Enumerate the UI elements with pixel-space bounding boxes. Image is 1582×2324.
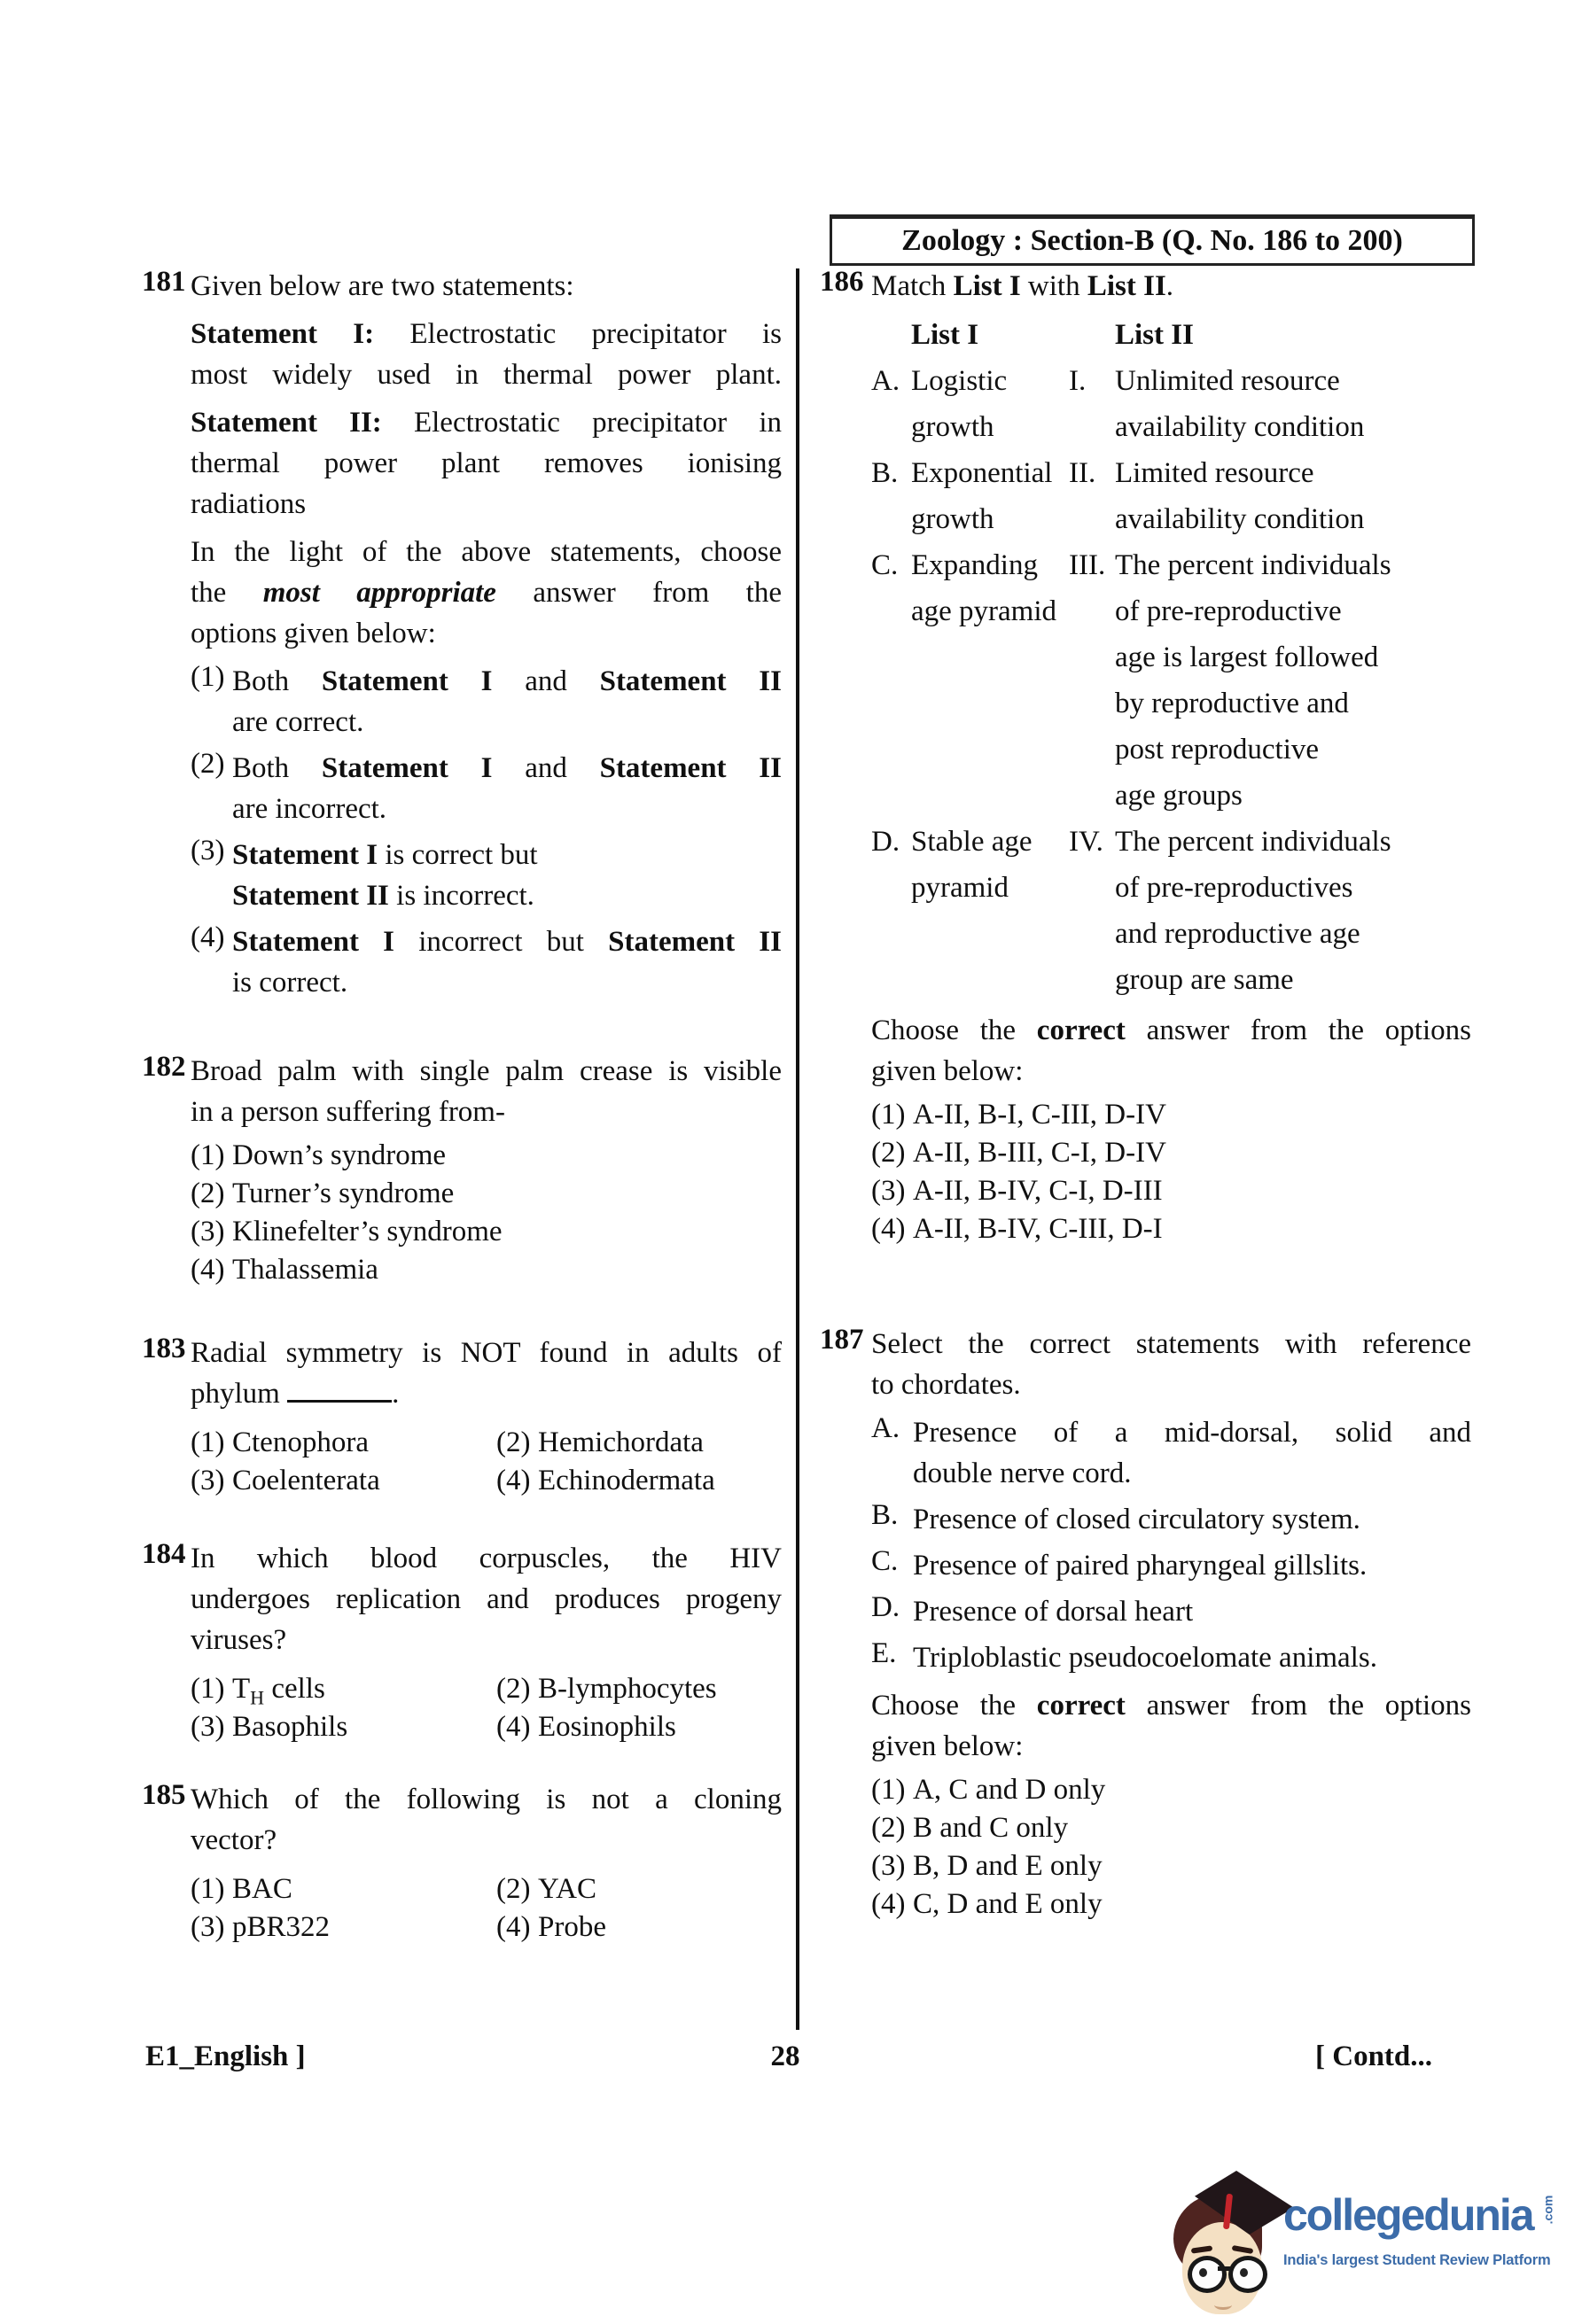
option-text: B and C only [913,1812,1069,1844]
option-1 [191,1873,496,1906]
mascot-eye [1199,2268,1207,2277]
row-roman: III. [1069,549,1106,581]
option-marker: (1) [871,1774,906,1806]
list1-item: Logistic growth [911,365,1008,443]
text-line: radiations [191,488,307,520]
glasses-lens [1188,2256,1227,2293]
closing-instruction [191,532,782,654]
fill-in-blank [287,1373,392,1403]
option-2 [191,1178,782,1210]
option-3 [191,1216,782,1248]
option-marker: (1) [191,1873,225,1905]
option-2 [496,1426,782,1459]
question-body [191,1779,782,1944]
option-marker: (1) [191,661,225,693]
question-number: 187 [820,1324,864,1356]
choose-instruction [871,1685,1471,1767]
options-grid [191,1868,782,1944]
list1-item: Expanding age pyramid [911,549,1057,627]
question-body [191,1538,782,1744]
options-list [871,1774,1471,1921]
option-text: A-II, B-IV, C-I, D-III [913,1175,1163,1207]
text-line: Choose the correct answer from the options [871,1014,1471,1046]
right-column [820,266,1471,1921]
text-line: most widely used in thermal power plant. [191,359,782,391]
text-line: the most appropriate answer from the [191,577,782,609]
option-marker: (1) [191,1139,225,1171]
option-text: Ctenophora [232,1426,369,1458]
options-grid [191,1667,782,1744]
option-3 [191,835,782,916]
list2-item: Limited resource availability condition [1115,457,1365,535]
question-body [871,1324,1471,1921]
text-line: In the light of the above statements, choose [191,536,782,568]
question-text-line: phylum . [191,1373,782,1414]
footer-contd: [ Contd... [1315,2040,1433,2072]
option-4 [496,1911,782,1944]
match-table-header [871,312,1471,358]
text-line: Statement I is correct but [232,839,538,871]
option-2 [496,1873,782,1906]
option-3 [871,1175,1471,1208]
row-letter: B. [871,457,899,489]
option-text: Echinodermata [538,1465,715,1496]
option-marker: (2) [496,1426,531,1458]
statement-2 [191,402,782,525]
option-marker: (1) [871,1099,906,1131]
option-1 [191,1426,496,1459]
question-number: 185 [142,1779,186,1811]
glasses-lens [1228,2256,1267,2293]
option-marker: (4) [191,921,225,953]
text-line: thermal power plant removes ionising [191,447,782,479]
option-4 [191,1254,782,1286]
option-text: $T_H$ cells [232,1673,325,1709]
option-text: B-lymphocytes [538,1673,717,1705]
page-number: 28 [770,2040,800,2072]
text-line: are incorrect. [232,793,387,825]
option-marker: (1) [191,1426,225,1458]
text-line: given below: [871,1730,1024,1762]
question-number: 183 [142,1333,186,1364]
row-roman: II. [1069,457,1096,489]
footer-booklet-code: E1_English ] [145,2040,306,2072]
list1-item: Exponential growth [911,457,1053,535]
option-2 [871,1137,1471,1170]
row-letter: D. [871,826,900,858]
question-182 [142,1051,782,1286]
brand-name: collegedunia .com [1283,2190,1582,2243]
match-row-c [871,542,1471,819]
option-2 [191,748,782,829]
option-marker: (3) [191,1711,225,1743]
statement-text: Presence of a mid-dorsal, solid and double nerve cord. [913,1417,1471,1489]
option-3 [191,1465,496,1497]
text-line: Statement II: Electrostatic precipitator in [191,407,782,439]
option-marker: (4) [871,1213,906,1245]
option-marker: (2) [496,1873,531,1905]
statement-c [871,1545,1471,1586]
text-line: are correct. [232,706,364,738]
statement-a [871,1412,1471,1494]
statement-b [871,1499,1471,1540]
question-186 [820,266,1471,1246]
question-183 [142,1333,782,1497]
option-marker: (2) [191,1178,225,1209]
list2-header: List II [1115,319,1194,351]
option-text: Probe [538,1911,606,1943]
list2-item: The percent individuals of pre-reproductive age is largest followed by reproductive and post reproductive age groups [1115,549,1391,812]
options-list [871,1099,1471,1246]
option-4 [496,1711,782,1744]
list1-item: Stable age pyramid [911,826,1033,904]
question-text-line: vector? [191,1824,277,1856]
section-header [830,214,1475,266]
subscript: H [250,1686,265,1709]
option-marker: (3) [191,835,225,867]
option-1 [871,1099,1471,1131]
question-text-line: Select the correct statements with reference [871,1328,1471,1360]
glasses-bridge [1218,2266,1230,2271]
option-text [232,748,782,829]
text-line: is correct. [232,967,348,999]
statement-letter: B. [871,1499,899,1531]
options-grid [191,1421,782,1497]
option-text [232,921,782,1003]
statement-text: Presence of paired pharyngeal gillslits. [913,1550,1368,1582]
option-text: Basophils [232,1711,348,1743]
column-divider [796,268,799,2030]
option-marker: (3) [871,1175,906,1207]
text-line: Statement I incorrect but Statement II [232,926,782,958]
question-text-line: Given below are two statements: [191,270,574,302]
option-text: A-II, B-I, C-III, D-IV [913,1099,1166,1131]
match-row-d [871,819,1471,1003]
option-marker: (2) [496,1673,531,1705]
collegedunia-logo [1170,2164,1582,2324]
option-text: B, D and E only [913,1850,1103,1882]
option-4 [871,1888,1471,1921]
text-line: Statement I: Electrostatic precipitator is [191,318,782,350]
statements-list [871,1412,1471,1678]
match-row-a [871,358,1471,450]
text-line: Both Statement I and Statement II [232,752,782,784]
statement-letter: C. [871,1545,899,1577]
option-1 [191,1673,496,1709]
option-marker: (4) [496,1711,531,1743]
question-187 [820,1324,1471,1921]
option-1 [871,1774,1471,1807]
question-184 [142,1538,782,1744]
option-text: pBR322 [232,1911,331,1943]
option-4 [871,1213,1471,1246]
option-text: C, D and E only [913,1888,1103,1920]
option-marker: (3) [191,1911,225,1943]
option-marker: (3) [191,1465,225,1496]
question-body [871,266,1471,1246]
mascot-eye [1240,2268,1248,2277]
option-text: A-II, B-III, C-I, D-IV [913,1137,1166,1169]
question-181 [142,266,782,1003]
mascot-mouth [1214,2300,1232,2310]
question-185 [142,1779,782,1944]
text-line: Statement II is incorrect. [232,880,534,912]
option-2 [496,1673,782,1706]
question-number: 181 [142,266,186,298]
option-1 [191,661,782,742]
logo-text [1283,2190,1582,2269]
option-text [232,835,782,916]
option-marker: (4) [496,1911,531,1943]
question-number: 184 [142,1538,186,1570]
option-marker: (2) [191,748,225,780]
question-text-line: Radial symmetry is NOT found in adults of [191,1337,782,1369]
statement-text: Triploblastic pseudocoelomate animals. [913,1642,1377,1674]
option-text: Coelenterata [232,1465,380,1496]
choose-instruction [871,1010,1471,1092]
question-text-line: undergoes replication and produces progeny [191,1583,782,1615]
option-marker: (4) [496,1465,531,1496]
row-letter: A. [871,365,900,397]
question-text-line: Broad palm with single palm crease is visible [191,1055,782,1087]
match-row-b [871,450,1471,542]
question-text-line: in a person suffering from- [191,1096,505,1128]
question-text-line: Which of the following is not a cloning [191,1784,782,1815]
option-text: A, C and D only [913,1774,1106,1806]
question-text-line: viruses? [191,1624,287,1656]
collegedunia-mascot-icon [1170,2171,1281,2324]
option-marker: (3) [191,1216,225,1247]
list2-item: Unlimited resource availability condition [1115,365,1365,443]
row-roman: IV. [1069,826,1103,858]
question-number: 186 [820,266,864,298]
statement-1 [191,314,782,395]
option-text: Thalassemia [232,1254,378,1286]
brand-tagline: India's largest Student Review Platform [1283,2251,1551,2268]
option-text: BAC [232,1873,292,1905]
option-4 [496,1465,782,1497]
question-text-line: to chordates. [871,1369,1021,1401]
options-list [191,661,782,1003]
statement-letter: A. [871,1412,900,1444]
statement-d [871,1591,1471,1632]
option-text [232,661,782,742]
option-text: Down’s syndrome [232,1139,447,1171]
option-3 [191,1711,496,1744]
list1-header: List I [911,319,979,351]
question-text-line: In which blood corpuscles, the HIV [191,1543,782,1574]
question-number: 182 [142,1051,186,1083]
option-text: YAC [538,1873,597,1905]
option-3 [191,1911,496,1944]
question-text-line: Match List I with List II. [871,270,1174,302]
option-text: Hemichordata [538,1426,704,1458]
option-4 [191,921,782,1003]
text-line: Choose the correct answer from the options [871,1690,1471,1722]
statement-text: Presence of closed circulatory system. [913,1504,1360,1535]
option-marker: (4) [871,1888,906,1920]
option-text: Turner’s syndrome [232,1178,455,1209]
text-line: Both Statement I and Statement II [232,665,782,697]
text-line: options given below: [191,618,436,649]
row-letter: C. [871,549,899,581]
option-2 [871,1812,1471,1845]
statement-letter: D. [871,1591,900,1623]
list2-item: The percent individuals of pre-reproductives and reproductive age group are same [1115,826,1391,996]
left-column [142,266,782,1944]
statement-text: Presence of dorsal heart [913,1596,1194,1628]
option-text: Klinefelter’s syndrome [232,1216,503,1247]
option-3 [871,1850,1471,1883]
question-body [191,1051,782,1286]
option-marker: (3) [871,1850,906,1882]
question-body [191,266,782,1003]
statement-e [871,1637,1471,1678]
option-marker: (1) [191,1673,225,1705]
question-body [191,1333,782,1497]
options-list [191,1139,782,1286]
statement-letter: E. [871,1637,897,1669]
text-line: given below: [871,1055,1024,1087]
row-roman: I. [1069,365,1087,397]
option-1 [191,1139,782,1172]
option-marker: (4) [191,1254,225,1286]
option-marker: (2) [871,1137,906,1169]
section-header-title: Zoology : Section-B (Q. No. 186 to 200) [901,224,1403,257]
option-text: Eosinophils [538,1711,676,1743]
brand-domain-suffix: .com [1539,2195,1555,2225]
option-text: A-II, B-IV, C-III, D-I [913,1213,1163,1245]
option-marker: (2) [871,1812,906,1844]
